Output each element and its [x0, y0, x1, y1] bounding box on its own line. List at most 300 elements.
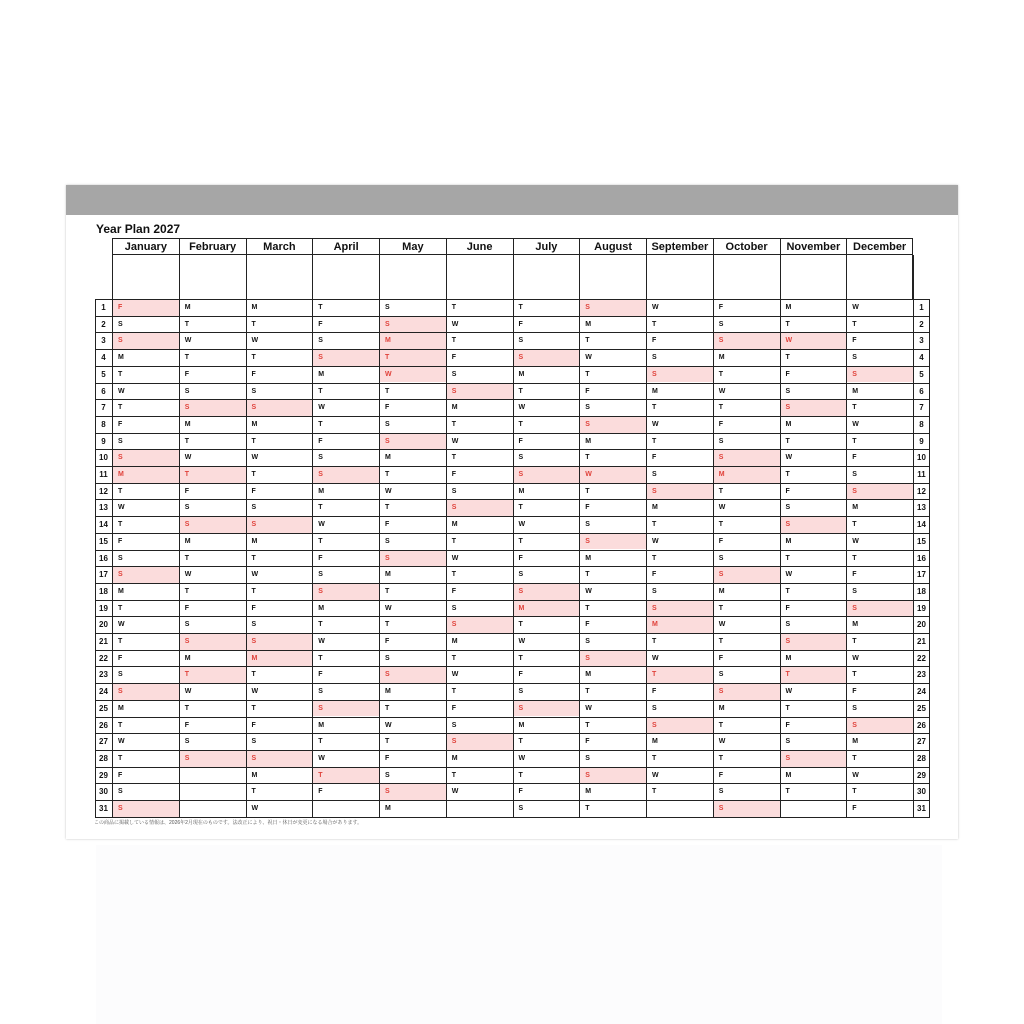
- day-cell[interactable]: F: [518, 320, 523, 328]
- day-cell[interactable]: T: [585, 805, 590, 812]
- day-cell[interactable]: F: [852, 454, 857, 462]
- day-cell[interactable]: T: [385, 387, 390, 395]
- day-cell[interactable]: T: [118, 721, 123, 729]
- day-cell[interactable]: T: [652, 521, 657, 529]
- day-cell[interactable]: M: [852, 387, 859, 395]
- day-cell[interactable]: W: [652, 304, 659, 311]
- day-cell[interactable]: T: [718, 370, 724, 378]
- day-cell[interactable]: F: [118, 771, 123, 779]
- day-cell[interactable]: T: [518, 621, 523, 629]
- day-cell[interactable]: S: [647, 601, 713, 617]
- day-cell[interactable]: F: [852, 337, 857, 345]
- day-cell[interactable]: T: [852, 320, 857, 328]
- day-cell[interactable]: W: [184, 454, 192, 462]
- day-cell[interactable]: M: [518, 370, 525, 378]
- day-cell[interactable]: M: [585, 671, 592, 679]
- day-cell[interactable]: W: [652, 654, 659, 662]
- day-cell[interactable]: F: [518, 554, 523, 562]
- day-cell[interactable]: F: [718, 654, 724, 662]
- day-cell[interactable]: M: [785, 420, 792, 428]
- memo-area-december[interactable]: [846, 255, 913, 300]
- day-cell[interactable]: T: [318, 738, 323, 746]
- day-cell[interactable]: T: [718, 521, 724, 529]
- day-cell[interactable]: W: [318, 521, 325, 529]
- day-cell[interactable]: T: [318, 654, 323, 662]
- day-cell[interactable]: T: [318, 387, 323, 395]
- day-cell[interactable]: M: [585, 554, 592, 562]
- day-cell[interactable]: M: [785, 771, 792, 779]
- day-cell[interactable]: F: [718, 771, 724, 779]
- day-cell[interactable]: T: [180, 667, 246, 683]
- day-cell[interactable]: W: [251, 571, 259, 579]
- day-cell[interactable]: F: [718, 537, 724, 545]
- day-cell[interactable]: S: [180, 400, 246, 416]
- day-cell[interactable]: T: [118, 370, 123, 378]
- day-cell[interactable]: M: [113, 467, 179, 483]
- day-cell[interactable]: W: [652, 771, 659, 779]
- day-cell[interactable]: M: [518, 487, 525, 495]
- day-cell[interactable]: T: [251, 704, 256, 712]
- day-cell[interactable]: M: [852, 738, 859, 746]
- day-cell[interactable]: T: [852, 437, 857, 445]
- day-cell[interactable]: M: [385, 805, 391, 812]
- day-cell[interactable]: S: [585, 521, 590, 529]
- day-cell[interactable]: T: [652, 638, 657, 645]
- day-cell[interactable]: T: [518, 504, 523, 512]
- day-cell[interactable]: S: [385, 654, 390, 662]
- day-cell[interactable]: M: [585, 437, 592, 445]
- day-cell[interactable]: S: [714, 801, 780, 817]
- memo-area-january[interactable]: [112, 255, 179, 300]
- day-cell[interactable]: W: [785, 571, 793, 579]
- day-cell[interactable]: T: [585, 487, 590, 495]
- day-cell[interactable]: M: [451, 521, 458, 529]
- day-cell[interactable]: W: [318, 404, 325, 412]
- day-cell[interactable]: T: [251, 587, 256, 595]
- day-cell[interactable]: F: [451, 471, 457, 478]
- day-cell[interactable]: F: [113, 300, 179, 316]
- memo-area-september[interactable]: [646, 255, 713, 300]
- day-cell[interactable]: F: [652, 571, 657, 579]
- day-cell[interactable]: S: [385, 304, 390, 311]
- day-cell[interactable]: T: [718, 638, 724, 645]
- day-cell[interactable]: M: [318, 604, 325, 612]
- day-cell[interactable]: M: [451, 754, 458, 762]
- day-cell[interactable]: M: [385, 571, 391, 579]
- day-cell[interactable]: T: [852, 788, 857, 796]
- memo-area-march[interactable]: [246, 255, 313, 300]
- day-cell[interactable]: W: [251, 805, 259, 812]
- day-cell[interactable]: W: [118, 387, 125, 395]
- day-cell[interactable]: T: [451, 537, 457, 545]
- day-cell[interactable]: W: [785, 454, 793, 462]
- day-cell[interactable]: T: [518, 771, 523, 779]
- day-cell[interactable]: W: [518, 404, 526, 412]
- day-cell[interactable]: F: [785, 604, 790, 612]
- day-cell[interactable]: F: [318, 788, 323, 796]
- day-cell[interactable]: M: [652, 738, 658, 746]
- day-cell[interactable]: M: [652, 387, 658, 395]
- day-cell[interactable]: S: [718, 671, 724, 679]
- day-cell[interactable]: M: [714, 467, 780, 483]
- day-cell[interactable]: T: [518, 420, 523, 428]
- day-cell[interactable]: S: [313, 467, 379, 483]
- memo-area-october[interactable]: [713, 255, 780, 300]
- day-cell[interactable]: F: [251, 721, 256, 729]
- day-cell[interactable]: S: [714, 567, 780, 583]
- day-cell[interactable]: T: [385, 587, 390, 595]
- day-cell[interactable]: S: [118, 554, 123, 562]
- day-cell[interactable]: S: [451, 604, 457, 612]
- day-cell[interactable]: W: [652, 537, 659, 545]
- day-cell[interactable]: S: [318, 571, 323, 579]
- day-cell[interactable]: S: [785, 738, 791, 746]
- day-cell[interactable]: S: [580, 651, 646, 667]
- day-cell[interactable]: F: [585, 738, 590, 746]
- day-cell[interactable]: F: [785, 721, 790, 729]
- day-cell[interactable]: S: [380, 551, 446, 567]
- day-cell[interactable]: S: [180, 751, 246, 767]
- day-cell[interactable]: W: [580, 467, 646, 483]
- day-cell[interactable]: T: [451, 771, 457, 779]
- day-cell[interactable]: W: [118, 738, 125, 746]
- day-cell[interactable]: T: [451, 688, 457, 696]
- day-cell[interactable]: M: [585, 320, 592, 328]
- day-cell[interactable]: T: [652, 437, 657, 445]
- day-cell[interactable]: F: [184, 721, 190, 729]
- memo-area-may[interactable]: [379, 255, 446, 300]
- day-cell[interactable]: S: [380, 434, 446, 450]
- day-cell[interactable]: S: [313, 701, 379, 717]
- day-cell[interactable]: M: [852, 621, 859, 629]
- memo-area-november[interactable]: [780, 255, 847, 300]
- day-cell[interactable]: F: [652, 688, 657, 696]
- day-cell[interactable]: S: [380, 667, 446, 683]
- day-cell[interactable]: S: [113, 333, 179, 349]
- day-cell[interactable]: W: [251, 688, 259, 696]
- day-cell[interactable]: W: [251, 454, 259, 462]
- day-cell[interactable]: S: [118, 320, 123, 328]
- day-cell[interactable]: W: [718, 738, 726, 746]
- day-cell[interactable]: T: [647, 667, 713, 683]
- day-cell[interactable]: M: [118, 587, 124, 595]
- day-cell[interactable]: F: [852, 571, 857, 579]
- day-cell[interactable]: T: [251, 354, 256, 362]
- day-cell[interactable]: T: [385, 738, 390, 746]
- day-cell[interactable]: F: [251, 604, 256, 612]
- day-cell[interactable]: S: [781, 400, 847, 416]
- day-cell[interactable]: S: [247, 400, 313, 416]
- day-cell[interactable]: S: [514, 350, 580, 366]
- day-cell[interactable]: S: [585, 404, 590, 412]
- day-cell[interactable]: S: [113, 450, 179, 466]
- day-cell[interactable]: M: [251, 771, 258, 779]
- day-cell[interactable]: W: [852, 420, 859, 428]
- day-cell[interactable]: W: [251, 337, 259, 345]
- day-cell[interactable]: F: [451, 704, 457, 712]
- day-cell[interactable]: W: [852, 537, 859, 545]
- day-cell[interactable]: F: [251, 370, 256, 378]
- day-cell[interactable]: F: [184, 370, 190, 378]
- day-cell[interactable]: T: [652, 554, 657, 562]
- day-cell[interactable]: M: [647, 617, 713, 633]
- day-cell[interactable]: T: [118, 754, 123, 762]
- day-cell[interactable]: M: [184, 420, 191, 428]
- day-cell[interactable]: F: [518, 788, 523, 796]
- day-cell[interactable]: F: [251, 487, 256, 495]
- day-cell[interactable]: M: [184, 304, 191, 311]
- day-cell[interactable]: T: [785, 354, 790, 362]
- day-cell[interactable]: W: [451, 554, 459, 562]
- day-cell[interactable]: T: [251, 320, 256, 328]
- day-cell[interactable]: F: [785, 370, 790, 378]
- day-cell[interactable]: M: [514, 601, 580, 617]
- day-cell[interactable]: M: [785, 304, 792, 311]
- day-cell[interactable]: F: [852, 805, 857, 812]
- day-cell[interactable]: T: [518, 654, 523, 662]
- day-cell[interactable]: S: [518, 805, 524, 812]
- day-cell[interactable]: S: [447, 500, 513, 516]
- day-cell[interactable]: F: [652, 337, 657, 345]
- day-cell[interactable]: T: [718, 487, 724, 495]
- day-cell[interactable]: S: [118, 671, 123, 679]
- day-cell[interactable]: S: [852, 354, 857, 362]
- day-cell[interactable]: S: [518, 688, 524, 696]
- day-cell[interactable]: S: [514, 701, 580, 717]
- day-cell[interactable]: W: [318, 754, 325, 762]
- day-cell[interactable]: S: [718, 320, 724, 328]
- day-cell[interactable]: W: [380, 367, 446, 383]
- day-cell[interactable]: S: [118, 788, 123, 796]
- day-cell[interactable]: S: [714, 684, 780, 700]
- day-cell[interactable]: W: [718, 504, 726, 512]
- day-cell[interactable]: W: [118, 504, 125, 512]
- day-cell[interactable]: T: [318, 621, 323, 629]
- day-cell[interactable]: F: [451, 587, 457, 595]
- day-cell[interactable]: S: [447, 384, 513, 400]
- day-cell[interactable]: S: [647, 484, 713, 500]
- day-cell[interactable]: M: [718, 587, 725, 595]
- day-cell[interactable]: T: [852, 754, 857, 762]
- day-cell[interactable]: T: [451, 420, 457, 428]
- day-cell[interactable]: M: [451, 404, 458, 412]
- day-cell[interactable]: F: [785, 487, 790, 495]
- day-cell[interactable]: S: [385, 537, 390, 545]
- day-cell[interactable]: T: [380, 350, 446, 366]
- day-cell[interactable]: S: [113, 684, 179, 700]
- day-cell[interactable]: T: [785, 320, 790, 328]
- day-cell[interactable]: M: [451, 638, 458, 645]
- day-cell[interactable]: W: [585, 587, 592, 595]
- day-cell[interactable]: S: [113, 567, 179, 583]
- day-cell[interactable]: F: [385, 521, 390, 529]
- day-cell[interactable]: T: [385, 471, 390, 478]
- day-cell[interactable]: S: [184, 504, 190, 512]
- day-cell[interactable]: S: [318, 454, 323, 462]
- day-cell[interactable]: M: [785, 654, 792, 662]
- day-cell[interactable]: M: [380, 333, 446, 349]
- day-cell[interactable]: W: [518, 754, 526, 762]
- day-cell[interactable]: S: [652, 704, 657, 712]
- memo-area-april[interactable]: [312, 255, 379, 300]
- day-cell[interactable]: S: [714, 450, 780, 466]
- day-cell[interactable]: W: [184, 688, 192, 696]
- day-cell[interactable]: M: [518, 721, 525, 729]
- day-cell[interactable]: S: [447, 734, 513, 750]
- day-cell[interactable]: T: [785, 554, 790, 562]
- day-cell[interactable]: W: [184, 571, 192, 579]
- day-cell[interactable]: S: [718, 437, 724, 445]
- day-cell[interactable]: S: [781, 751, 847, 767]
- day-cell[interactable]: T: [180, 467, 246, 483]
- day-cell[interactable]: W: [652, 420, 659, 428]
- day-cell[interactable]: T: [852, 404, 857, 412]
- day-cell[interactable]: S: [514, 467, 580, 483]
- day-cell[interactable]: F: [184, 487, 190, 495]
- day-cell[interactable]: S: [380, 317, 446, 333]
- day-cell[interactable]: S: [852, 587, 857, 595]
- day-cell[interactable]: T: [184, 587, 190, 595]
- day-cell[interactable]: T: [585, 370, 590, 378]
- day-cell[interactable]: T: [785, 788, 790, 796]
- day-cell[interactable]: S: [847, 718, 913, 734]
- day-cell[interactable]: W: [518, 638, 526, 645]
- day-cell[interactable]: W: [785, 688, 793, 696]
- day-cell[interactable]: T: [451, 337, 457, 345]
- day-cell[interactable]: T: [652, 788, 657, 796]
- day-cell[interactable]: M: [318, 721, 325, 729]
- day-cell[interactable]: W: [518, 521, 526, 529]
- day-cell[interactable]: S: [781, 517, 847, 533]
- day-cell[interactable]: T: [718, 721, 724, 729]
- day-cell[interactable]: M: [251, 304, 258, 311]
- day-cell[interactable]: W: [451, 320, 459, 328]
- memo-area-february[interactable]: [179, 255, 246, 300]
- day-cell[interactable]: T: [118, 521, 123, 529]
- day-cell[interactable]: T: [852, 554, 857, 562]
- day-cell[interactable]: S: [251, 621, 257, 629]
- day-cell[interactable]: S: [184, 387, 190, 395]
- day-cell[interactable]: F: [385, 638, 390, 645]
- day-cell[interactable]: W: [385, 487, 392, 495]
- day-cell[interactable]: S: [847, 484, 913, 500]
- day-cell[interactable]: M: [318, 370, 325, 378]
- day-cell[interactable]: T: [313, 768, 379, 784]
- day-cell[interactable]: T: [652, 320, 657, 328]
- day-cell[interactable]: S: [385, 420, 390, 428]
- day-cell[interactable]: T: [585, 604, 590, 612]
- day-cell[interactable]: S: [451, 370, 457, 378]
- day-cell[interactable]: T: [184, 320, 190, 328]
- day-cell[interactable]: S: [518, 571, 524, 579]
- day-cell[interactable]: T: [585, 721, 590, 729]
- day-cell[interactable]: W: [781, 333, 847, 349]
- day-cell[interactable]: S: [714, 333, 780, 349]
- day-cell[interactable]: T: [852, 638, 857, 645]
- day-cell[interactable]: S: [451, 487, 457, 495]
- day-cell[interactable]: S: [247, 634, 313, 650]
- memo-area-july[interactable]: [513, 255, 580, 300]
- day-cell[interactable]: S: [718, 554, 724, 562]
- day-cell[interactable]: T: [518, 537, 523, 545]
- day-cell[interactable]: T: [585, 454, 590, 462]
- day-cell[interactable]: S: [580, 534, 646, 550]
- day-cell[interactable]: W: [318, 638, 325, 645]
- day-cell[interactable]: T: [585, 337, 590, 345]
- day-cell[interactable]: T: [785, 704, 790, 712]
- day-cell[interactable]: F: [518, 671, 523, 679]
- day-cell[interactable]: S: [518, 337, 524, 345]
- day-cell[interactable]: T: [718, 754, 724, 762]
- day-cell[interactable]: M: [385, 454, 391, 462]
- day-cell[interactable]: S: [785, 621, 791, 629]
- day-cell[interactable]: T: [118, 404, 123, 412]
- day-cell[interactable]: T: [652, 404, 657, 412]
- day-cell[interactable]: M: [585, 788, 592, 796]
- day-cell[interactable]: T: [251, 671, 256, 679]
- day-cell[interactable]: S: [785, 504, 791, 512]
- day-cell[interactable]: S: [580, 300, 646, 316]
- day-cell[interactable]: F: [118, 654, 123, 662]
- day-cell[interactable]: S: [313, 584, 379, 600]
- day-cell[interactable]: T: [518, 304, 523, 311]
- day-cell[interactable]: T: [118, 638, 123, 645]
- day-cell[interactable]: M: [118, 704, 124, 712]
- day-cell[interactable]: S: [118, 437, 123, 445]
- day-cell[interactable]: W: [852, 304, 859, 311]
- day-cell[interactable]: F: [852, 688, 857, 696]
- day-cell[interactable]: T: [785, 471, 790, 478]
- day-cell[interactable]: T: [781, 667, 847, 683]
- day-cell[interactable]: M: [184, 537, 191, 545]
- day-cell[interactable]: T: [318, 504, 323, 512]
- day-cell[interactable]: F: [318, 671, 323, 679]
- day-cell[interactable]: W: [184, 337, 192, 345]
- day-cell[interactable]: T: [385, 704, 390, 712]
- day-cell[interactable]: W: [451, 437, 459, 445]
- day-cell[interactable]: M: [318, 487, 325, 495]
- day-cell[interactable]: S: [847, 601, 913, 617]
- day-cell[interactable]: M: [247, 651, 313, 667]
- memo-area-june[interactable]: [446, 255, 513, 300]
- memo-area-august[interactable]: [579, 255, 646, 300]
- day-cell[interactable]: T: [585, 688, 590, 696]
- day-cell[interactable]: T: [852, 671, 857, 679]
- day-cell[interactable]: T: [118, 604, 123, 612]
- day-cell[interactable]: T: [118, 487, 123, 495]
- day-cell[interactable]: F: [318, 437, 323, 445]
- day-cell[interactable]: S: [251, 738, 257, 746]
- day-cell[interactable]: W: [585, 704, 592, 712]
- day-cell[interactable]: T: [451, 654, 457, 662]
- day-cell[interactable]: S: [447, 617, 513, 633]
- day-cell[interactable]: S: [852, 471, 857, 478]
- day-cell[interactable]: S: [180, 634, 246, 650]
- day-cell[interactable]: M: [118, 354, 124, 362]
- day-cell[interactable]: S: [652, 354, 657, 362]
- day-cell[interactable]: W: [385, 604, 392, 612]
- day-cell[interactable]: S: [313, 350, 379, 366]
- day-cell[interactable]: S: [451, 721, 457, 729]
- day-cell[interactable]: F: [184, 604, 190, 612]
- day-cell[interactable]: T: [451, 454, 457, 462]
- day-cell[interactable]: S: [647, 718, 713, 734]
- day-cell[interactable]: S: [652, 471, 657, 478]
- day-cell[interactable]: S: [251, 387, 257, 395]
- day-cell[interactable]: T: [318, 420, 323, 428]
- day-cell[interactable]: S: [852, 704, 857, 712]
- day-cell[interactable]: T: [451, 304, 457, 311]
